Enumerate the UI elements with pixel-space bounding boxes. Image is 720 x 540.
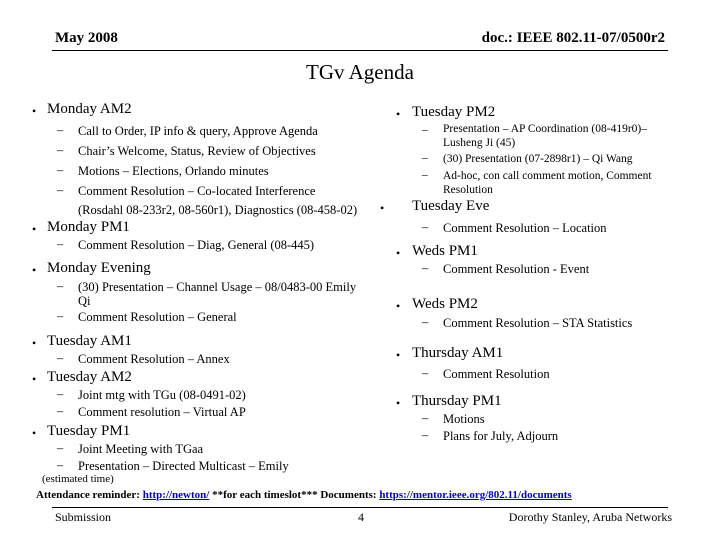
agenda-item-continued: Qi (78, 294, 91, 308)
heading-tuesday-eve: Tuesday Eve (412, 198, 490, 214)
dash: – (57, 279, 64, 293)
heading-monday-evening: Monday Evening (47, 260, 151, 276)
bullet: • (32, 426, 37, 440)
agenda-item: Comment Resolution – General (78, 310, 237, 324)
mentor-documents-link[interactable]: https://mentor.ieee.org/802.11/documents (379, 489, 572, 501)
dash: – (57, 183, 64, 197)
dash: – (57, 123, 64, 137)
footer-rule (52, 507, 668, 508)
agenda-item-continued: Resolution (443, 184, 493, 196)
bullet: • (32, 104, 37, 118)
dash: – (57, 404, 64, 418)
dash: – (57, 309, 64, 323)
header-date: May 2008 (55, 30, 118, 46)
bullet: • (32, 263, 37, 277)
heading-tuesday-pm1: Tuesday PM1 (47, 423, 131, 439)
dash: – (57, 163, 64, 177)
dash: – (57, 441, 64, 455)
agenda-item: Presentation – Directed Multicast – Emily (78, 459, 289, 473)
heading-weds-pm2: Weds PM2 (412, 296, 478, 312)
dash: – (57, 387, 64, 401)
agenda-item: Joint Meeting with TGaa (78, 442, 204, 456)
bullet: • (396, 396, 401, 410)
agenda-item: Comment Resolution - Event (443, 262, 590, 276)
bullet: • (32, 336, 37, 350)
agenda-item: Comment Resolution – Annex (78, 352, 230, 366)
heading-tuesday-am1: Tuesday AM1 (47, 333, 132, 349)
dash: – (57, 458, 64, 472)
agenda-item: Plans for July, Adjourn (443, 429, 559, 443)
dash: – (422, 220, 429, 234)
bullet: • (396, 348, 401, 362)
dash: – (422, 261, 429, 275)
header-rule (52, 50, 668, 51)
bullet: • (396, 246, 401, 260)
footer-page-number: 4 (358, 510, 364, 524)
footer-author: Dorothy Stanley, Aruba Networks (508, 510, 672, 524)
dash: – (422, 366, 429, 380)
footer-submission: Submission (55, 510, 112, 524)
bullet: • (396, 107, 401, 121)
attendance-reminder (36, 489, 572, 501)
bullet: • (32, 372, 37, 386)
agenda-item: Comment resolution – Virtual AP (78, 405, 246, 419)
dash: – (57, 143, 64, 157)
bullet: • (380, 201, 385, 215)
dash: – (57, 237, 64, 251)
agenda-item: Comment Resolution – Diag, General (08-445) (78, 238, 315, 252)
dash: – (422, 315, 429, 329)
dash: – (57, 351, 64, 365)
agenda-item: Presentation – AP Coordination (08-419r0)– (443, 123, 647, 135)
agenda-item-continued: (Rosdahl 08-233r2, 08-560r1), Diagnostics (08-458-02) (78, 203, 358, 217)
heading-tuesday-am2: Tuesday AM2 (47, 369, 132, 385)
bullet: • (32, 222, 37, 236)
bullet: • (396, 299, 401, 313)
agenda-item-continued: Lusheng Ji (45) (443, 137, 516, 149)
page-title: TGv Agenda (306, 60, 414, 84)
dash: – (422, 169, 428, 181)
agenda-item: Motions – Elections, Orlando minutes (78, 164, 269, 178)
heading-monday-pm1: Monday PM1 (47, 219, 130, 235)
agenda-item: Ad-hoc, con call comment motion, Comment (443, 170, 652, 182)
heading-weds-pm1: Weds PM1 (412, 243, 478, 259)
heading-thursday-pm1: Thursday PM1 (412, 393, 502, 409)
dash: – (422, 152, 428, 164)
header-doc-id: doc.: IEEE 802.11-07/0500r2 (481, 30, 665, 46)
agenda-item: (30) Presentation (07-2898r1) – Qi Wang (443, 153, 633, 165)
dash: – (422, 411, 429, 425)
agenda-item: Comment Resolution – Location (443, 221, 607, 235)
agenda-item: Comment Resolution – STA Statistics (443, 316, 633, 330)
agenda-item: (30) Presentation – Channel Usage – 08/0483-00 Emily (78, 280, 357, 294)
heading-thursday-am1: Thursday AM1 (412, 345, 504, 361)
agenda-item: Motions (443, 412, 485, 426)
reminder-middle: **for each timeslot*** Documents: (212, 489, 377, 501)
dash: – (422, 124, 428, 136)
agenda-item: Comment Resolution – Co-located Interference (78, 184, 316, 198)
heading-tuesday-pm2: Tuesday PM2 (412, 104, 496, 120)
newton-link[interactable]: http://newton/ (142, 489, 210, 501)
agenda-item: Joint mtg with TGu (08-0491-02) (78, 388, 246, 402)
heading-monday-am2: Monday AM2 (47, 101, 132, 117)
dash: – (422, 428, 429, 442)
agenda-item: Chair’s Welcome, Status, Review of Objectives (78, 144, 316, 158)
agenda-item: Call to Order, IP info & query, Approve Agenda (78, 124, 318, 138)
reminder-label: Attendance reminder: (36, 489, 140, 501)
estimated-time-note: (estimated time) (42, 473, 114, 485)
agenda-item: Comment Resolution (443, 367, 550, 381)
